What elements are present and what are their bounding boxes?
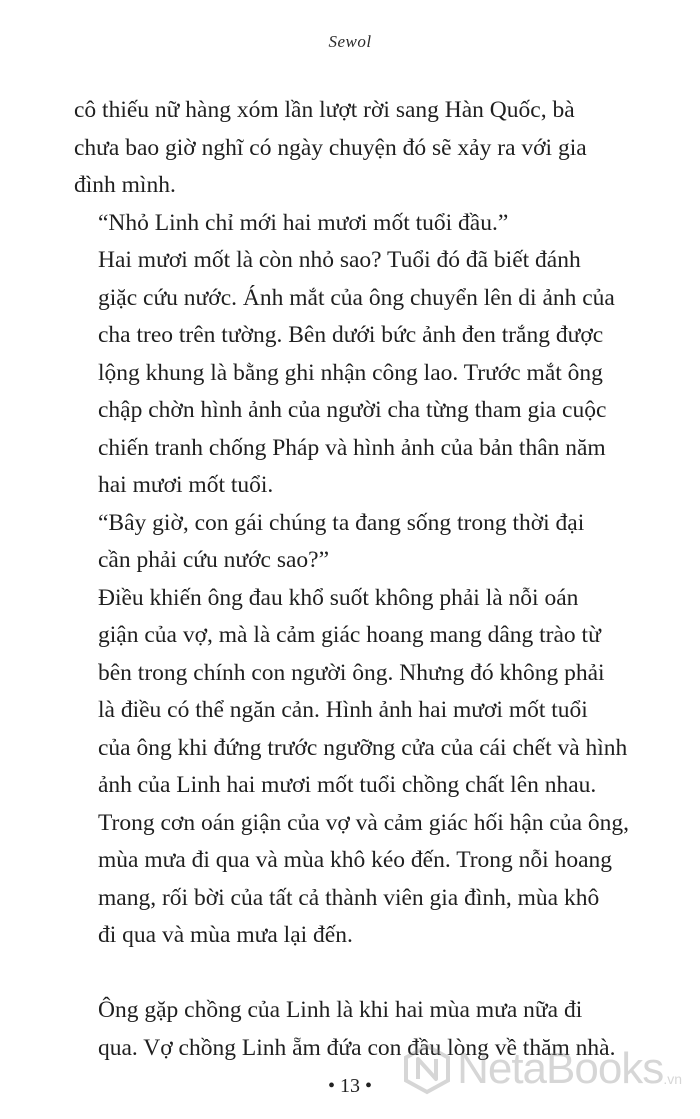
paragraph [74, 505, 644, 580]
text-line: mang, rối bời của tất cả thành viên gia đình, mùa khô [98, 884, 600, 911]
text-line: là điều có thể ngăn cản. Hình ảnh hai mươi mốt tuổi [98, 697, 588, 723]
text-line: Ông gặp chồng của Linh là khi hai mùa mưa nữa đi [98, 997, 583, 1023]
body-text [74, 92, 644, 1067]
text-line: qua. Vợ chồng Linh ẵm đứa con đầu lòng về thăm nhà. [98, 1034, 616, 1061]
text-line: Hai mươi mốt là còn nhỏ sao? Tuổi đó đã biết đánh [98, 247, 581, 273]
text-line: Điều khiến ông đau khổ suốt không phải là nỗi oán [98, 584, 579, 611]
text-line: hai mươi mốt tuổi. [98, 472, 274, 498]
paragraph [74, 205, 644, 243]
paragraph [74, 242, 644, 505]
watermark-brand: NetaBooks [457, 1044, 664, 1093]
paragraph [74, 92, 644, 205]
text-line: giặc cứu nước. Ánh mắt của ông chuyển lên di ảnh của [98, 284, 615, 311]
text-line: cần phải cứu nước sao?” [98, 547, 330, 573]
running-header: Sewol [328, 32, 372, 51]
folio-dot-left: • [327, 1075, 335, 1097]
text-line: mùa mưa đi qua và mùa khô kéo đến. Trong nỗi hoang [98, 847, 613, 873]
text-line: chập chờn hình ảnh của người cha từng tham gia cuộc [98, 397, 607, 423]
text-line: Trong cơn oán giận của vợ và cảm giác hối hận của ông, [98, 809, 630, 836]
text-line: cha treo trên tường. Bên dưới bức ảnh đen trắng được [98, 322, 604, 348]
text-line: chưa bao giờ nghĩ có ngày chuyện đó sẽ xảy ra với gia [74, 134, 587, 161]
text-line: giận của vợ, mà là cảm giác hoang mang dâng trào từ [98, 622, 601, 648]
text-line: bên trong chính con người ông. Nhưng đó không phải [98, 659, 605, 686]
paragraph [74, 580, 644, 955]
text-line: ảnh của Linh hai mươi mốt tuổi chồng chất lên nhau. [98, 772, 597, 798]
text-line: lộng khung là bằng ghi nhận công lao. Trước mắt ông [98, 359, 603, 386]
text-line: cô thiếu nữ hàng xóm lần lượt rời sang Hàn Quốc, bà [74, 97, 575, 123]
netabooks-logo-icon [401, 1043, 453, 1095]
folio-dot-right: • [365, 1075, 373, 1097]
watermark-suffix: .vn [663, 1071, 682, 1087]
text-line: đình mình. [74, 172, 176, 198]
text-line: chiến tranh chống Pháp và hình ảnh của bản thân năm [98, 434, 606, 461]
text-line: “Nhỏ Linh chỉ mới hai mươi mốt tuổi đầu.” [98, 209, 509, 236]
page-number-value: 13 [340, 1075, 360, 1097]
watermark [401, 1043, 682, 1095]
text-line: “Bây giờ, con gái chúng ta đang sống trong thời đại [98, 509, 585, 536]
text-line: đi qua và mùa mưa lại đến. [98, 922, 353, 948]
text-line: của ông khi đứng trước ngưỡng cửa của cái chết và hình [98, 734, 628, 761]
